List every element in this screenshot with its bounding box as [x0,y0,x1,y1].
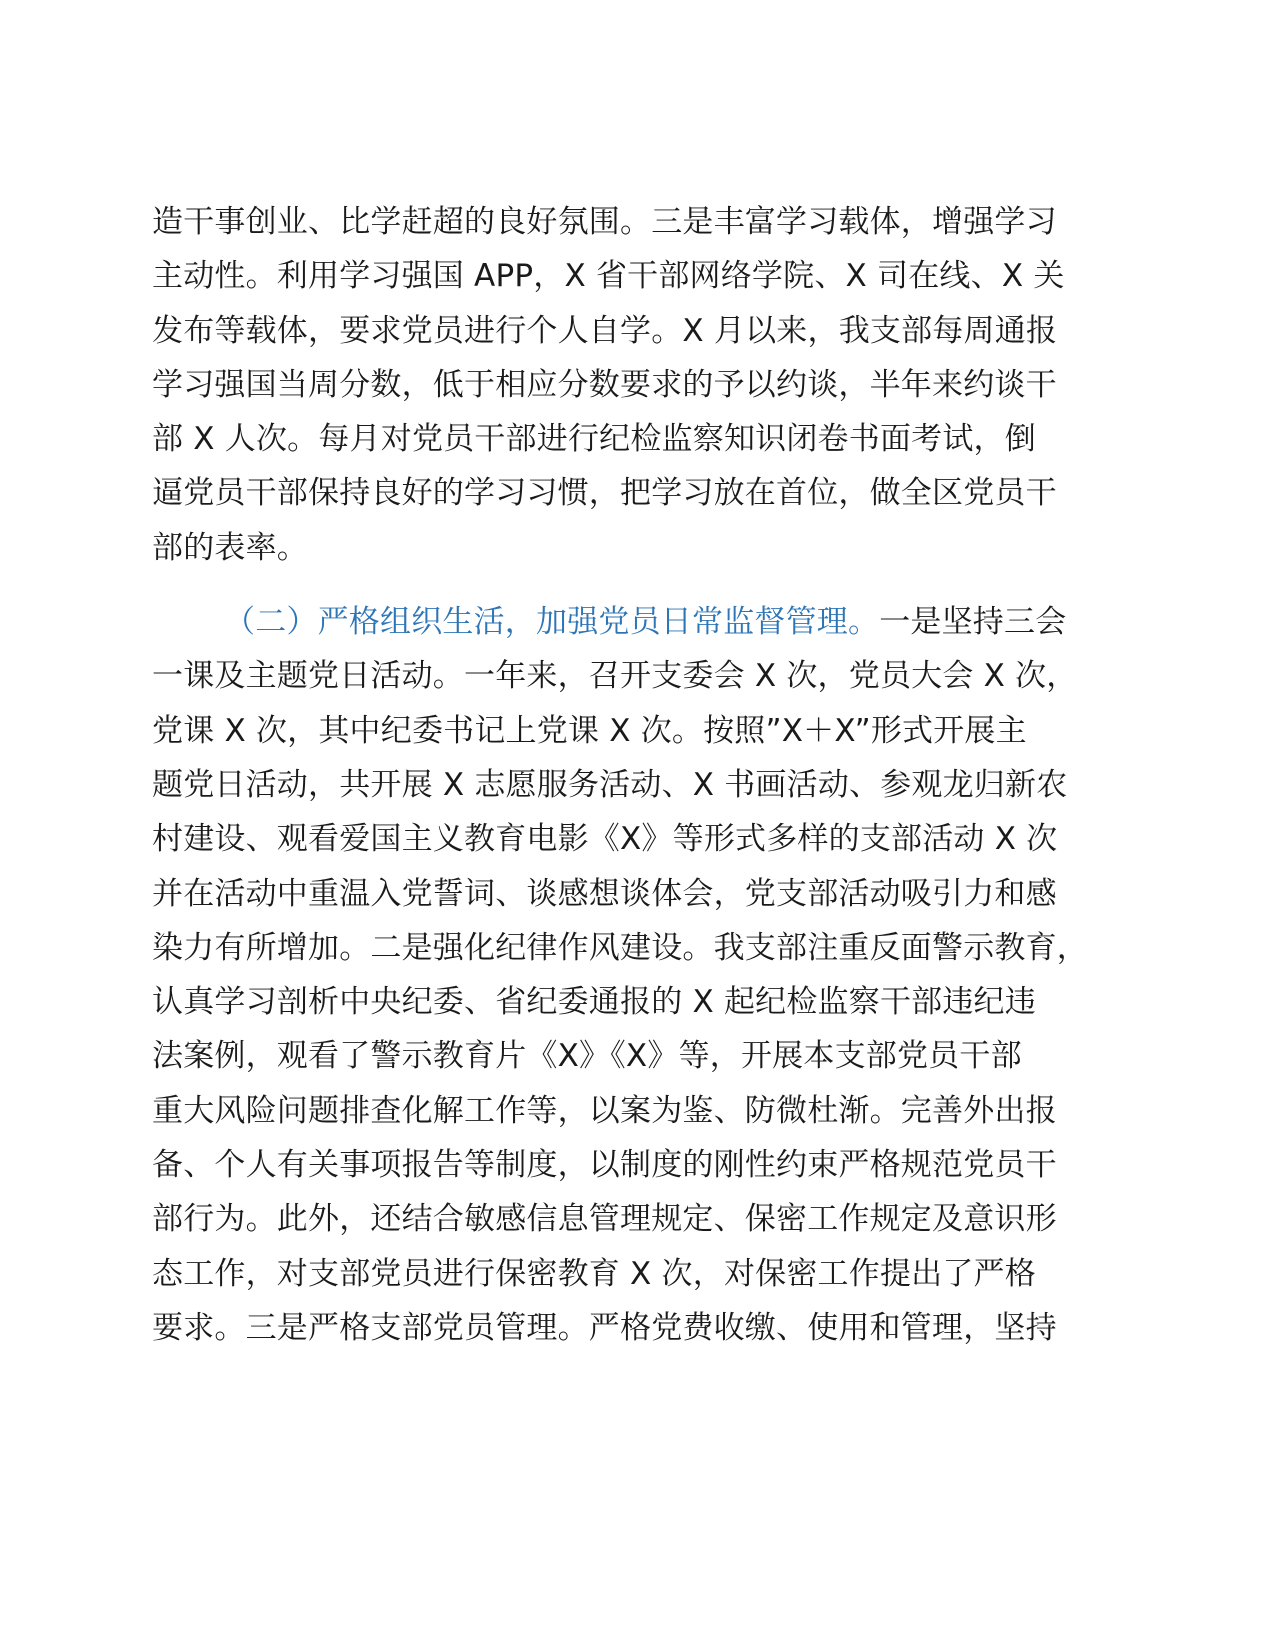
text-line: 染力有所增加。二是强化纪律作风建设。我支部注重反面警示教育， [152,929,1088,966]
text-line: 造干事创业、比学赶超的良好氛围。三是丰富学习载体，增强学习 [152,204,1057,240]
text-line: 题党日活动，共开展 X 志愿服务活动、X 书画活动、参观龙归新农 [152,766,1068,803]
text-line: 备、个人有关事项报告等制度，以制度的刚性约束严格规范党员干 [152,1147,1057,1184]
text-line: 村建设、观看爱国主义教育电影《X》等形式多样的支部活动 X 次 [152,821,1058,858]
text-line: 发布等载体，要求党员进行个人自学。X 月以来，我支部每周通报 [152,312,1058,349]
text-line: 并在活动中重温入党誓词、谈感想谈体会，党支部活动吸引力和感 [152,875,1057,912]
text-line: 一课及主题党日活动。一年来，召开支委会 X 次，党员大会 X 次， [152,658,1078,695]
text-line: 部 X 人次。每月对党员干部进行纪检监察知识闭卷书面考试，倒 [152,421,1036,458]
text-line: 重大风险问题排查化解工作等，以案为鉴、防微杜渐。完善外出报 [152,1092,1057,1129]
text-line: 主动性。利用学习强国 APP，X 省干部网络学院、X 司在线、X 关 [152,258,1065,295]
text-line: 党课 X 次，其中纪委书记上党课 X 次。按照”X＋X”形式开展主 [152,712,1027,749]
document-body [152,195,1132,1355]
text-line: 学习强国当周分数，低于相应分数要求的予以约谈，半年来约谈干 [152,366,1057,403]
text-line: 法案例，观看了警示教育片《X》《X》等，开展本支部党员干部 [152,1038,1022,1075]
text-line: 认真学习剖析中央纪委、省纪委通报的 X 起纪检监察干部违纪违 [152,984,1036,1021]
paragraph-organizational-life [152,595,1132,1355]
text-line: 态工作，对支部党员进行保密教育 X 次，对保密工作提出了严格 [152,1255,1036,1292]
text-line: 要求。三是严格支部党员管理。严格党费收缴、使用和管理，坚持 [152,1309,1057,1346]
text-line: 部行为。此外，还结合敏感信息管理规定、保密工作规定及意识形 [152,1201,1057,1238]
text-line: 逼党员干部保持良好的学习习惯，把学习放在首位，做全区党员干 [152,475,1057,512]
first-text-line [152,595,1132,649]
paragraph-study-carriers [152,195,1132,575]
first-line-rest: 一是坚持三会 [879,604,1067,641]
paragraph-spacer [152,575,1132,595]
section-heading: （二）严格组织生活，加强党员日常监督管理。 [224,604,880,641]
text-line: 部的表率。 [152,529,308,566]
